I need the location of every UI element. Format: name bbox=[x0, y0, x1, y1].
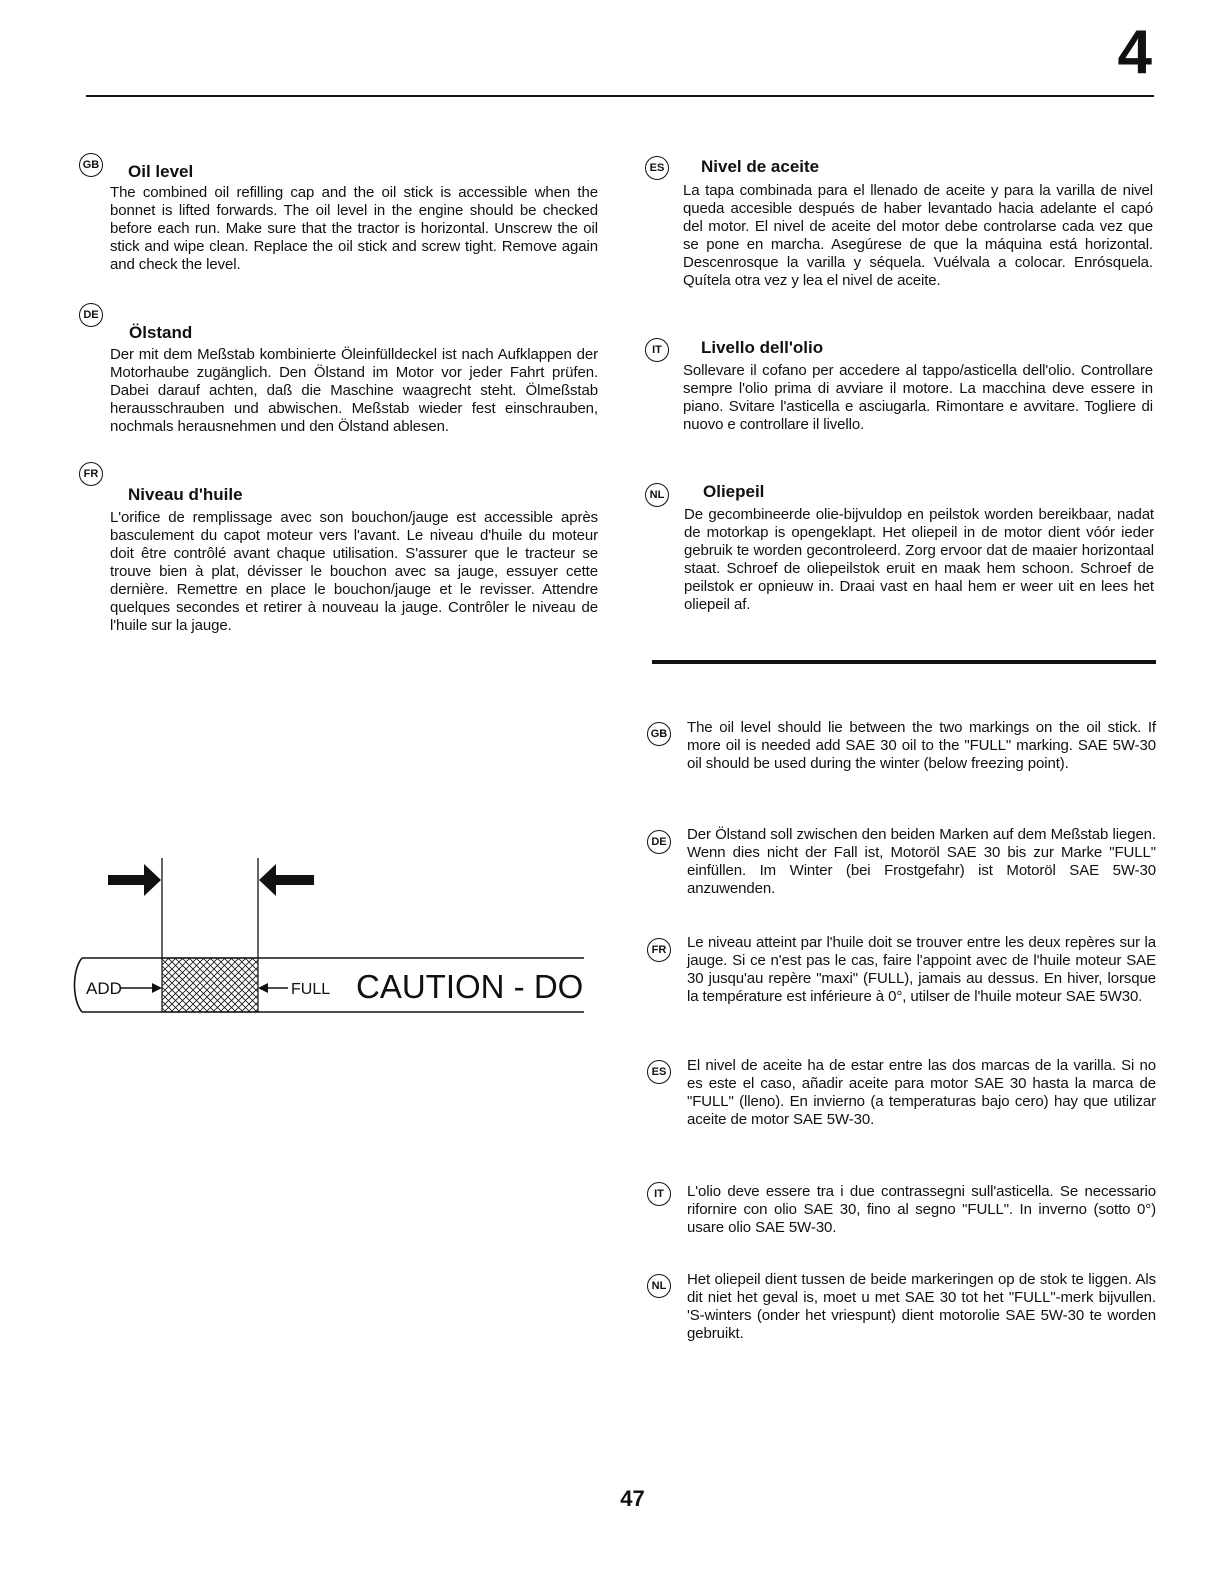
page-number: 47 bbox=[620, 1486, 645, 1511]
arrow-left-icon bbox=[259, 864, 314, 896]
full-arrow-icon bbox=[258, 983, 288, 993]
section-title-gb: Oil level bbox=[128, 162, 194, 181]
note-badge-nl: NL bbox=[647, 1274, 671, 1298]
section-title-fr: Niveau d'huile bbox=[128, 485, 243, 504]
section-title-nl: Oliepeil bbox=[703, 482, 765, 501]
arrow-right-icon bbox=[108, 864, 161, 896]
top-rule bbox=[86, 95, 1154, 97]
caution-text: CAUTION - DO bbox=[356, 968, 584, 1005]
language-badge-de: DE bbox=[79, 303, 103, 327]
level-marker-lines bbox=[162, 858, 258, 958]
section-text-es: La tapa combinada para el llenado de aceite y para la varilla de nivel queda accesible después de haber levantado hacia adelante el capó del motor. El nivel de aceite del motor debe controlarse cada vez que se pone en marcha. Asegúrese de que la máquina está horizontal. Descenrosque la varilla y séquela. Vuélvala a colocar. Enrósquela. Quítela otra vez y lea el nivel de aceite. bbox=[683, 182, 1153, 289]
section-title-es: Nivel de aceite bbox=[701, 157, 820, 176]
language-badge-it: IT bbox=[645, 338, 669, 362]
note-badge-it: IT bbox=[647, 1182, 671, 1206]
section-text-it: Sollevare il cofano per accedere al tappo/asticella dell'olio. Controllare sempre l'olio prima di avviare il motore. La macchina deve essere in piano. Svitare l'asticella e asciugarla. Rimontare e avvitare. Togliere di nuovo e controllare il livello. bbox=[683, 362, 1153, 433]
note-text-de: Der Ölstand soll zwischen den beiden Marken auf dem Meßstab liegen. Wenn dies nicht der Fall ist, Motoröl SAE 30 bis zur Marke "FULL" einfüllen. Im Winter (bei Frostgefahr) ist Motoröl SAE 5W-30 anzuwenden. bbox=[687, 826, 1156, 897]
section-title-de: Ölstand bbox=[129, 323, 193, 342]
dipstick-diagram bbox=[60, 850, 600, 1030]
full-label: FULL bbox=[291, 981, 331, 998]
note-badge-es: ES bbox=[647, 1060, 671, 1084]
safe-range-hatch bbox=[162, 958, 258, 1012]
section-title-it: Livello dell'olio bbox=[701, 338, 824, 357]
language-badge-es: ES bbox=[645, 156, 669, 180]
section-divider bbox=[652, 660, 1156, 664]
chapter-number: 4 bbox=[1117, 18, 1152, 87]
section-text-de: Der mit dem Meßstab kombinierte Öleinfülldeckel ist nach Aufklappen der Motorhaube zugänglich. Den Ölstand im Motor vor jeder Fahrt prüfen. Dabei darauf achten, daß die Maschine waagrecht steht. Ölmeßstab herausschrauben und abwischen. Meßstab wieder fest einschrauben, nochmals herausnehmen und den Ölstand ablesen. bbox=[110, 346, 598, 435]
add-arrow-icon bbox=[120, 983, 162, 993]
add-label: ADD bbox=[86, 979, 122, 998]
note-text-fr: Le niveau atteint par l'huile doit se trouver entre les deux repères sur la jauge. Si ce n'est pas le cas, faire l'appoint avec de l'huile moteur SAE 30 jusqu'au repère "maxi" (FULL), jamais au dessus. En hiver, lorsque la température est inférieure à 0°, utilser de l'huile moteur SAE 5W30. bbox=[687, 934, 1156, 1005]
section-text-gb: The combined oil refilling cap and the oil stick is accessible when the bonnet is lifted forwards. The oil level in the engine should be checked before each run. Make sure that the tractor is horizontal. Unscrew the oil stick and wipe clean. Replace the oil stick and screw tight. Remove again and check the level. bbox=[110, 184, 598, 273]
note-text-nl: Het oliepeil dient tussen de beide markeringen op de stok te liggen. Als dit niet het geval is, moet u met SAE 30 tot het "FULL"-merk bijvullen. 'S-winters (onder het vriespunt) dient motorolie SAE 5W-30 te worden gebruikt. bbox=[687, 1271, 1156, 1342]
note-badge-gb: GB bbox=[647, 722, 671, 746]
note-badge-de: DE bbox=[647, 830, 671, 854]
language-badge-nl: NL bbox=[645, 483, 669, 507]
section-text-fr: L'orifice de remplissage avec son bouchon/jauge est accessible après basculement du capot moteur vers l'avant. Le niveau d'huile du moteur doit être contrôlé avant chaque utilisation. S'assurer que le tracteur se trouve bien à plat, dévisser le bouchon avec sa jauge, essuyer cette dernière. Remettre en place le bouchon/jauge et le revisser. Attendre quelques secondes et retirer à nouveau la jauge. Contrôler le niveau de l'huile sur la jauge. bbox=[110, 509, 598, 634]
language-badge-fr: FR bbox=[79, 462, 103, 486]
note-text-es: El nivel de aceite ha de estar entre las dos marcas de la varilla. Si no es este el caso, añadir aceite para motor SAE 30 hasta la marca de "FULL" (lleno). En invierno (a temperaturas bajo cero) hay que utilizar aceite de motor SAE 5W-30. bbox=[687, 1057, 1156, 1128]
section-text-nl: De gecombineerde olie-bijvuldop en peilstok worden bereikbaar, nadat de motorkap is opengeklapt. Het oliepeil in de motor dient vóór ieder gebruik te worden gecontroleerd. Zorg ervoor dat de maaier horizontaal staat. Schroef de oliepeilstok eruit en maak hem schoon. Schroef de peilstok er opnieuw in. Draai vast en haal hem er weer uit en lees het oliepeil af. bbox=[684, 506, 1154, 613]
note-badge-fr: FR bbox=[647, 938, 671, 962]
note-text-gb: The oil level should lie between the two markings on the oil stick. If more oil is needed add SAE 30 oil to the "FULL" marking. SAE 5W-30 oil should be used during the winter (below freezing point). bbox=[687, 719, 1156, 772]
language-badge-gb: GB bbox=[79, 153, 103, 177]
note-text-it: L'olio deve essere tra i due contrassegni sull'asticella. Se necessario rifornire con olio SAE 30, fino al segno "FULL". In inverno (sotto 0°) usare olio SAE 5W-30. bbox=[687, 1183, 1156, 1236]
